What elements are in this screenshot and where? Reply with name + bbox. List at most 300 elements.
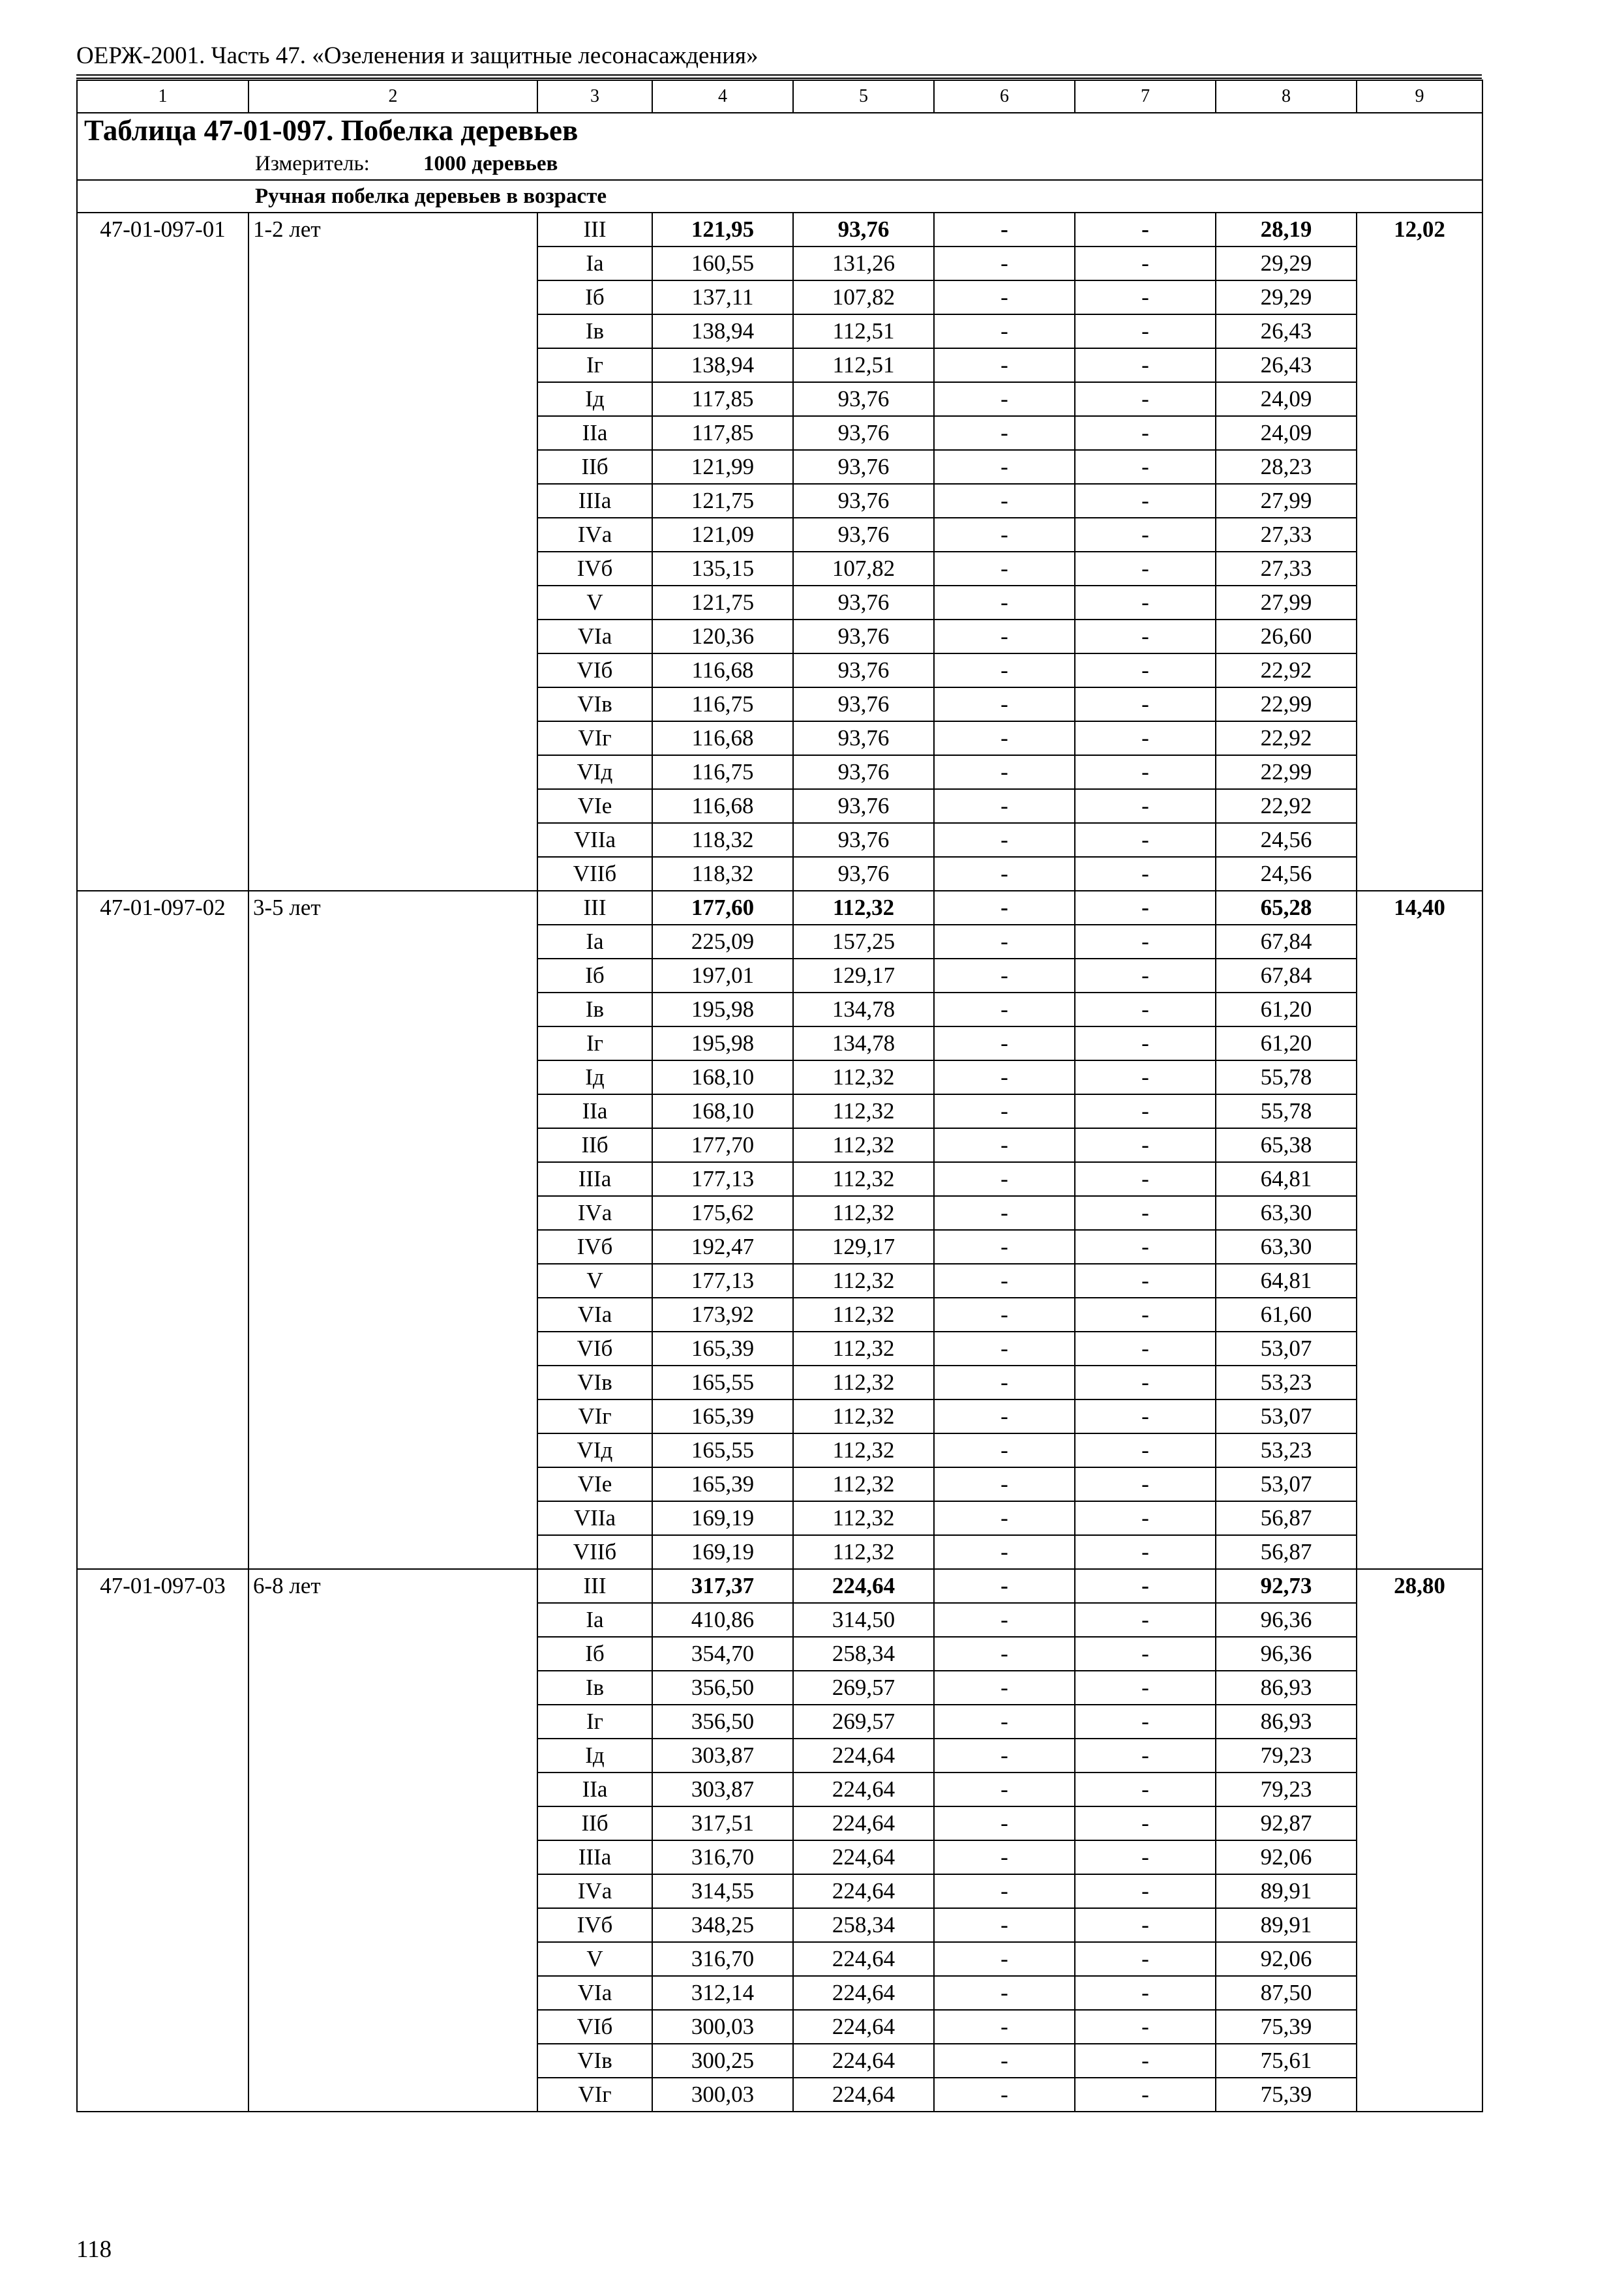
total-cost-cell: 160,55 (652, 247, 793, 280)
total-cost-cell: 118,32 (652, 857, 793, 891)
materials-cell: 67,84 (1216, 925, 1357, 959)
drivers-wages-cell: - (1075, 213, 1216, 247)
wages-cell: 112,51 (793, 314, 934, 348)
materials-cell: 22,99 (1216, 687, 1357, 721)
drivers-wages-cell: - (1075, 518, 1216, 552)
wages-cell: 224,64 (793, 2078, 934, 2112)
zone-cell: IIб (537, 1806, 652, 1840)
total-cost-cell: 165,39 (652, 1467, 793, 1501)
wages-cell: 93,76 (793, 755, 934, 789)
total-cost-cell: 317,51 (652, 1806, 793, 1840)
zone-cell: Iв (537, 993, 652, 1026)
materials-cell: 89,91 (1216, 1874, 1357, 1908)
materials-cell: 26,60 (1216, 620, 1357, 653)
machines-cell: - (934, 891, 1075, 925)
drivers-wages-cell: - (1075, 1230, 1216, 1264)
zone-cell: III (537, 891, 652, 925)
wages-cell: 112,32 (793, 1535, 934, 1569)
zone-cell: V (537, 1264, 652, 1298)
wages-cell: 258,34 (793, 1637, 934, 1671)
wages-cell: 224,64 (793, 1806, 934, 1840)
drivers-wages-cell: - (1075, 1874, 1216, 1908)
drivers-wages-cell: - (1075, 450, 1216, 484)
total-cost-cell: 116,68 (652, 789, 793, 823)
zone-cell: Iв (537, 1671, 652, 1705)
column-number: 7 (1075, 80, 1216, 113)
total-cost-cell: 354,70 (652, 1637, 793, 1671)
wages-cell: 112,32 (793, 891, 934, 925)
machines-cell: - (934, 1739, 1075, 1773)
zone-cell: VIIб (537, 857, 652, 891)
machines-cell: - (934, 1501, 1075, 1535)
machines-cell: - (934, 1196, 1075, 1230)
machines-cell: - (934, 1671, 1075, 1705)
wages-cell: 93,76 (793, 484, 934, 518)
materials-cell: 53,07 (1216, 1332, 1357, 1366)
drivers-wages-cell: - (1075, 1026, 1216, 1060)
drivers-wages-cell: - (1075, 1637, 1216, 1671)
zone-cell: IVа (537, 1196, 652, 1230)
materials-cell: 64,81 (1216, 1162, 1357, 1196)
machines-cell: - (934, 416, 1075, 450)
total-cost-cell: 192,47 (652, 1230, 793, 1264)
machines-cell: - (934, 1908, 1075, 1942)
wages-cell: 129,17 (793, 959, 934, 993)
wages-cell: 112,32 (793, 1264, 934, 1298)
total-cost-cell: 177,70 (652, 1128, 793, 1162)
wages-cell: 224,64 (793, 1874, 934, 1908)
materials-cell: 29,29 (1216, 247, 1357, 280)
header-rule (76, 74, 1482, 76)
zone-cell: IVб (537, 552, 652, 586)
total-cost-cell: 195,98 (652, 993, 793, 1026)
zone-cell: VIв (537, 1366, 652, 1399)
wages-cell: 93,76 (793, 518, 934, 552)
machines-cell: - (934, 1433, 1075, 1467)
table-row-main (77, 891, 1482, 925)
total-cost-cell: 121,99 (652, 450, 793, 484)
wages-cell: 93,76 (793, 857, 934, 891)
section-title: Ручная побелка деревьев в возрасте (77, 180, 1482, 213)
machines-cell: - (934, 1603, 1075, 1637)
zone-cell: IIа (537, 1094, 652, 1128)
machines-cell: - (934, 1467, 1075, 1501)
machines-cell: - (934, 247, 1075, 280)
wages-cell: 112,32 (793, 1162, 934, 1196)
labor-cost-cell: 14,40 (1357, 891, 1482, 1569)
zone-cell: VIд (537, 1433, 652, 1467)
machines-cell: - (934, 1942, 1075, 1976)
materials-cell: 27,99 (1216, 484, 1357, 518)
drivers-wages-cell: - (1075, 1094, 1216, 1128)
wages-cell: 93,76 (793, 687, 934, 721)
machines-cell: - (934, 1264, 1075, 1298)
materials-cell: 55,78 (1216, 1094, 1357, 1128)
total-cost-cell: 165,39 (652, 1332, 793, 1366)
drivers-wages-cell: - (1075, 789, 1216, 823)
drivers-wages-cell: - (1075, 1060, 1216, 1094)
total-cost-cell: 356,50 (652, 1671, 793, 1705)
zone-cell: VIа (537, 620, 652, 653)
zone-cell: Iб (537, 959, 652, 993)
zone-cell: Iа (537, 1603, 652, 1637)
machines-cell: - (934, 2044, 1075, 2078)
machines-cell: - (934, 1060, 1075, 1094)
drivers-wages-cell: - (1075, 925, 1216, 959)
zone-cell: IIIа (537, 484, 652, 518)
wages-cell: 93,76 (793, 213, 934, 247)
zone-cell: VIIа (537, 823, 652, 857)
rate-code: 47-01-097-02 (77, 891, 248, 1569)
zone-cell: V (537, 1942, 652, 1976)
materials-cell: 22,92 (1216, 721, 1357, 755)
materials-cell: 92,73 (1216, 1569, 1357, 1603)
table-row-main (77, 1569, 1482, 1603)
machines-cell: - (934, 2010, 1075, 2044)
machines-cell: - (934, 382, 1075, 416)
drivers-wages-cell: - (1075, 891, 1216, 925)
machines-cell: - (934, 1332, 1075, 1366)
wages-cell: 93,76 (793, 721, 934, 755)
drivers-wages-cell: - (1075, 1196, 1216, 1230)
machines-cell: - (934, 1874, 1075, 1908)
wages-cell: 224,64 (793, 1840, 934, 1874)
drivers-wages-cell: - (1075, 1840, 1216, 1874)
machines-cell: - (934, 1094, 1075, 1128)
drivers-wages-cell: - (1075, 586, 1216, 620)
machines-cell: - (934, 687, 1075, 721)
total-cost-cell: 195,98 (652, 1026, 793, 1060)
wages-cell: 112,32 (793, 1196, 934, 1230)
total-cost-cell: 197,01 (652, 959, 793, 993)
total-cost-cell: 169,19 (652, 1535, 793, 1569)
materials-cell: 27,33 (1216, 518, 1357, 552)
wages-cell: 112,32 (793, 1332, 934, 1366)
total-cost-cell: 168,10 (652, 1094, 793, 1128)
machines-cell: - (934, 586, 1075, 620)
machines-cell: - (934, 1976, 1075, 2010)
machines-cell: - (934, 518, 1075, 552)
zone-cell: VIв (537, 2044, 652, 2078)
machines-cell: - (934, 993, 1075, 1026)
zone-cell: IVб (537, 1230, 652, 1264)
zone-cell: Iа (537, 925, 652, 959)
materials-cell: 28,19 (1216, 213, 1357, 247)
drivers-wages-cell: - (1075, 382, 1216, 416)
wages-cell: 93,76 (793, 416, 934, 450)
drivers-wages-cell: - (1075, 280, 1216, 314)
machines-cell: - (934, 721, 1075, 755)
drivers-wages-cell: - (1075, 857, 1216, 891)
machines-cell: - (934, 1298, 1075, 1332)
drivers-wages-cell: - (1075, 2078, 1216, 2112)
unit-label: Измеритель: (255, 152, 370, 175)
unit-cell (77, 147, 1482, 180)
wages-cell: 93,76 (793, 823, 934, 857)
drivers-wages-cell: - (1075, 348, 1216, 382)
wages-cell: 112,32 (793, 1501, 934, 1535)
wages-cell: 93,76 (793, 789, 934, 823)
drivers-wages-cell: - (1075, 314, 1216, 348)
materials-cell: 75,61 (1216, 2044, 1357, 2078)
rate-code: 47-01-097-01 (77, 213, 248, 891)
column-number: 1 (77, 80, 248, 113)
zone-cell: V (537, 586, 652, 620)
drivers-wages-cell: - (1075, 1162, 1216, 1196)
machines-cell: - (934, 348, 1075, 382)
unit-value: 1000 деревьев (423, 152, 558, 175)
drivers-wages-cell: - (1075, 1671, 1216, 1705)
total-cost-cell: 300,03 (652, 2010, 793, 2044)
wages-cell: 224,64 (793, 1773, 934, 1806)
machines-cell: - (934, 789, 1075, 823)
wages-cell: 224,64 (793, 2010, 934, 2044)
rate-code: 47-01-097-03 (77, 1569, 248, 2112)
machines-cell: - (934, 925, 1075, 959)
wages-cell: 112,32 (793, 1298, 934, 1332)
machines-cell: - (934, 857, 1075, 891)
wages-cell: 157,25 (793, 925, 934, 959)
table-title-row (77, 113, 1482, 147)
materials-cell: 79,23 (1216, 1739, 1357, 1773)
total-cost-cell: 177,13 (652, 1264, 793, 1298)
drivers-wages-cell: - (1075, 823, 1216, 857)
drivers-wages-cell: - (1075, 1739, 1216, 1773)
drivers-wages-cell: - (1075, 687, 1216, 721)
total-cost-cell: 410,86 (652, 1603, 793, 1637)
zone-cell: Iв (537, 314, 652, 348)
wages-cell: 112,51 (793, 348, 934, 382)
total-cost-cell: 300,03 (652, 2078, 793, 2112)
wages-cell: 224,64 (793, 1569, 934, 1603)
machines-cell: - (934, 653, 1075, 687)
drivers-wages-cell: - (1075, 1535, 1216, 1569)
total-cost-cell: 177,13 (652, 1162, 793, 1196)
total-cost-cell: 314,55 (652, 1874, 793, 1908)
total-cost-cell: 121,95 (652, 213, 793, 247)
drivers-wages-cell: - (1075, 484, 1216, 518)
drivers-wages-cell: - (1075, 1501, 1216, 1535)
column-number: 2 (248, 80, 537, 113)
wages-cell: 134,78 (793, 993, 934, 1026)
zone-cell: VIв (537, 687, 652, 721)
drivers-wages-cell: - (1075, 1433, 1216, 1467)
materials-cell: 56,87 (1216, 1501, 1357, 1535)
total-cost-cell: 116,68 (652, 721, 793, 755)
materials-cell: 75,39 (1216, 2078, 1357, 2112)
materials-cell: 29,29 (1216, 280, 1357, 314)
materials-cell: 79,23 (1216, 1773, 1357, 1806)
wages-cell: 131,26 (793, 247, 934, 280)
machines-cell: - (934, 314, 1075, 348)
zone-cell: IVб (537, 1908, 652, 1942)
column-number: 9 (1357, 80, 1482, 113)
materials-cell: 28,23 (1216, 450, 1357, 484)
price-table-container (76, 80, 1483, 2112)
machines-cell: - (934, 450, 1075, 484)
drivers-wages-cell: - (1075, 620, 1216, 653)
zone-cell: IIIа (537, 1162, 652, 1196)
drivers-wages-cell: - (1075, 1569, 1216, 1603)
total-cost-cell: 121,75 (652, 586, 793, 620)
age-description: 6-8 лет (248, 1569, 537, 2112)
total-cost-cell: 177,60 (652, 891, 793, 925)
total-cost-cell: 169,19 (652, 1501, 793, 1535)
materials-cell: 61,20 (1216, 993, 1357, 1026)
materials-cell: 89,91 (1216, 1908, 1357, 1942)
wages-cell: 129,17 (793, 1230, 934, 1264)
drivers-wages-cell: - (1075, 653, 1216, 687)
materials-cell: 53,23 (1216, 1433, 1357, 1467)
materials-cell: 27,33 (1216, 552, 1357, 586)
total-cost-cell: 165,55 (652, 1433, 793, 1467)
wages-cell: 112,32 (793, 1467, 934, 1501)
total-cost-cell: 116,68 (652, 653, 793, 687)
zone-cell: VIа (537, 1298, 652, 1332)
wages-cell: 258,34 (793, 1908, 934, 1942)
machines-cell: - (934, 1637, 1075, 1671)
total-cost-cell: 117,85 (652, 382, 793, 416)
drivers-wages-cell: - (1075, 1705, 1216, 1739)
wages-cell: 107,82 (793, 552, 934, 586)
drivers-wages-cell: - (1075, 416, 1216, 450)
materials-cell: 22,92 (1216, 789, 1357, 823)
materials-cell: 63,30 (1216, 1196, 1357, 1230)
page-number: 118 (76, 2236, 112, 2263)
zone-cell: IVа (537, 518, 652, 552)
machines-cell: - (934, 1840, 1075, 1874)
zone-cell: IIа (537, 1773, 652, 1806)
total-cost-cell: 317,37 (652, 1569, 793, 1603)
zone-cell: III (537, 1569, 652, 1603)
machines-cell: - (934, 1705, 1075, 1739)
total-cost-cell: 303,87 (652, 1773, 793, 1806)
zone-cell: VIг (537, 1399, 652, 1433)
wages-cell: 134,78 (793, 1026, 934, 1060)
wages-cell: 93,76 (793, 586, 934, 620)
total-cost-cell: 312,14 (652, 1976, 793, 2010)
machines-cell: - (934, 1399, 1075, 1433)
machines-cell: - (934, 823, 1075, 857)
machines-cell: - (934, 1773, 1075, 1806)
zone-cell: VIб (537, 1332, 652, 1366)
materials-cell: 56,87 (1216, 1535, 1357, 1569)
drivers-wages-cell: - (1075, 1264, 1216, 1298)
drivers-wages-cell: - (1075, 1773, 1216, 1806)
materials-cell: 92,06 (1216, 1942, 1357, 1976)
wages-cell: 93,76 (793, 450, 934, 484)
materials-cell: 55,78 (1216, 1060, 1357, 1094)
table-body (77, 80, 1482, 2112)
total-cost-cell: 165,39 (652, 1399, 793, 1433)
zone-cell: VIг (537, 721, 652, 755)
column-number-row (77, 80, 1482, 113)
materials-cell: 64,81 (1216, 1264, 1357, 1298)
drivers-wages-cell: - (1075, 755, 1216, 789)
materials-cell: 96,36 (1216, 1603, 1357, 1637)
materials-cell: 65,28 (1216, 891, 1357, 925)
drivers-wages-cell: - (1075, 552, 1216, 586)
machines-cell: - (934, 1569, 1075, 1603)
column-number: 8 (1216, 80, 1357, 113)
unit-row (77, 147, 1482, 180)
total-cost-cell: 303,87 (652, 1739, 793, 1773)
zone-cell: Iб (537, 1637, 652, 1671)
column-number: 6 (934, 80, 1075, 113)
total-cost-cell: 116,75 (652, 687, 793, 721)
zone-cell: Iд (537, 1739, 652, 1773)
zone-cell: Iг (537, 1026, 652, 1060)
total-cost-cell: 173,92 (652, 1298, 793, 1332)
total-cost-cell: 137,11 (652, 280, 793, 314)
wages-cell: 112,32 (793, 1399, 934, 1433)
drivers-wages-cell: - (1075, 1298, 1216, 1332)
machines-cell: - (934, 2078, 1075, 2112)
total-cost-cell: 175,62 (652, 1196, 793, 1230)
total-cost-cell: 168,10 (652, 1060, 793, 1094)
total-cost-cell: 138,94 (652, 348, 793, 382)
wages-cell: 314,50 (793, 1603, 934, 1637)
total-cost-cell: 356,50 (652, 1705, 793, 1739)
materials-cell: 24,56 (1216, 823, 1357, 857)
drivers-wages-cell: - (1075, 721, 1216, 755)
total-cost-cell: 138,94 (652, 314, 793, 348)
wages-cell: 269,57 (793, 1671, 934, 1705)
zone-cell: Iг (537, 1705, 652, 1739)
wages-cell: 224,64 (793, 1739, 934, 1773)
wages-cell: 93,76 (793, 382, 934, 416)
materials-cell: 22,92 (1216, 653, 1357, 687)
materials-cell: 27,99 (1216, 586, 1357, 620)
materials-cell: 24,56 (1216, 857, 1357, 891)
machines-cell: - (934, 1230, 1075, 1264)
materials-cell: 63,30 (1216, 1230, 1357, 1264)
machines-cell: - (934, 1806, 1075, 1840)
drivers-wages-cell: - (1075, 1332, 1216, 1366)
materials-cell: 65,38 (1216, 1128, 1357, 1162)
total-cost-cell: 116,75 (652, 755, 793, 789)
labor-cost-cell: 28,80 (1357, 1569, 1482, 2112)
header-rule-double (76, 78, 1482, 79)
materials-cell: 87,50 (1216, 1976, 1357, 2010)
materials-cell: 53,23 (1216, 1366, 1357, 1399)
table-title: Таблица 47-01-097. Побелка деревьев (77, 113, 1482, 147)
drivers-wages-cell: - (1075, 1603, 1216, 1637)
zone-cell: IVа (537, 1874, 652, 1908)
total-cost-cell: 316,70 (652, 1942, 793, 1976)
zone-cell: IIб (537, 450, 652, 484)
total-cost-cell: 118,32 (652, 823, 793, 857)
zone-cell: VIе (537, 789, 652, 823)
column-number: 3 (537, 80, 652, 113)
zone-cell: VIIа (537, 1501, 652, 1535)
drivers-wages-cell: - (1075, 959, 1216, 993)
zone-cell: VIд (537, 755, 652, 789)
zone-cell: Iд (537, 1060, 652, 1094)
materials-cell: 61,60 (1216, 1298, 1357, 1332)
zone-cell: Iа (537, 247, 652, 280)
materials-cell: 24,09 (1216, 416, 1357, 450)
section-row (77, 180, 1482, 213)
total-cost-cell: 135,15 (652, 552, 793, 586)
machines-cell: - (934, 280, 1075, 314)
zone-cell: Iг (537, 348, 652, 382)
machines-cell: - (934, 1535, 1075, 1569)
total-cost-cell: 316,70 (652, 1840, 793, 1874)
wages-cell: 112,32 (793, 1128, 934, 1162)
materials-cell: 96,36 (1216, 1637, 1357, 1671)
drivers-wages-cell: - (1075, 993, 1216, 1026)
